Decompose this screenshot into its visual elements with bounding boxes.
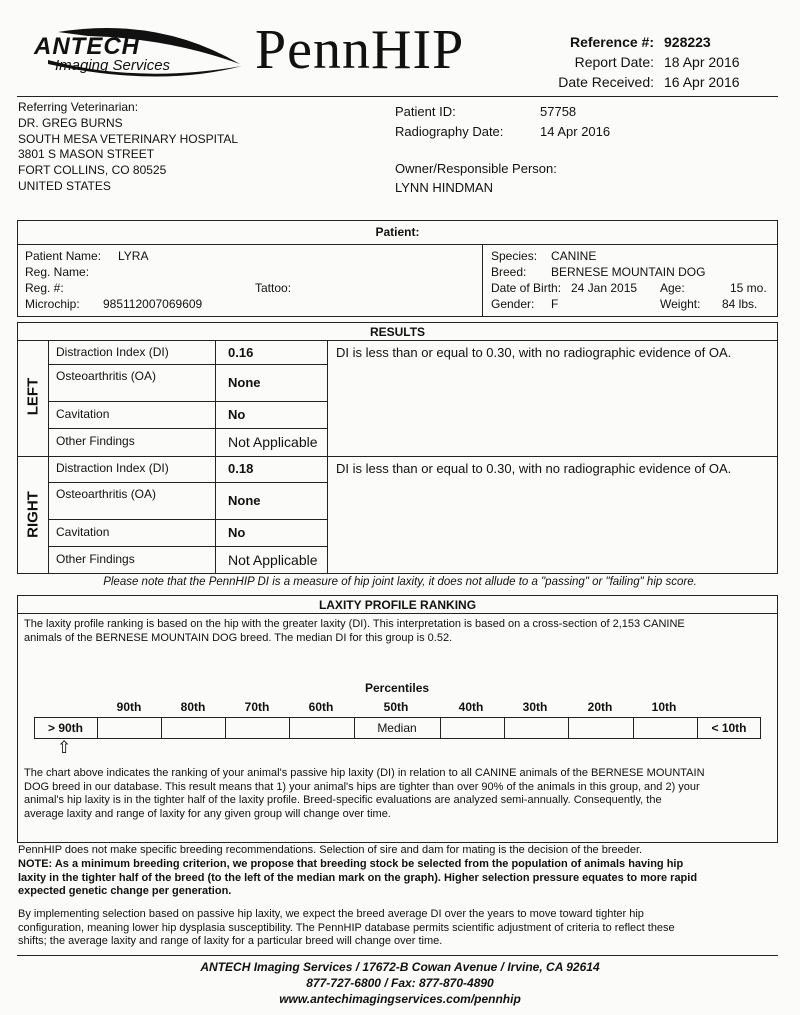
- patient-id-value: 57758: [540, 104, 577, 119]
- patient-name-label: Patient Name:: [25, 249, 102, 263]
- divider: [48, 401, 327, 402]
- percentile-cell-above-90: > 90th: [47, 721, 83, 735]
- divider: [48, 364, 327, 365]
- footer-phone: 877-727-6800 / Fax: 877-870-4890: [306, 976, 494, 990]
- divider: [48, 546, 327, 547]
- report-date-value: 18 Apr 2016: [664, 54, 740, 70]
- note-line: expected genetic change per generation.: [18, 885, 232, 897]
- vet-line: 3801 S MASON STREET: [18, 147, 155, 162]
- date-received-value: 16 Apr 2016: [664, 74, 740, 90]
- report-date-label: Report Date:: [574, 54, 654, 70]
- explain-line: DOG breed in our database. This result means that 1) your animal's hips are tighter than over 90% of the animals in this group, and 2) your: [24, 780, 700, 793]
- footer-divider: [17, 955, 778, 956]
- left-interpretation: DI is less than or equal to 0.30, with no radiographic evidence of OA.: [336, 345, 732, 360]
- species-value: CANINE: [551, 249, 597, 263]
- percentile-header: 80th: [180, 700, 206, 714]
- para-line: shifts; the average laxity and range of laxity for a particular breed will change over time.: [18, 935, 443, 947]
- divider: [440, 717, 441, 739]
- referring-vet-block: [18, 100, 238, 195]
- age-label: Age:: [660, 281, 685, 295]
- results-note: Please note that the PennHIP DI is a measure of hip joint laxity, it does not allude to a "passing" or "failing" hip score.: [103, 576, 697, 588]
- explain-line: average laxity and range of laxity for any given group will change over time.: [24, 807, 391, 820]
- left-oa-label: Osteoarthritis (OA): [56, 369, 157, 383]
- divider: [482, 244, 483, 317]
- percentile-header: 50th: [383, 700, 409, 714]
- right-cavitation-value: No: [228, 525, 246, 540]
- para-line: configuration, meaning lower hip dysplasia susceptibility. The PennHIP database permits scientific adjustment of criteria to reflect these: [18, 921, 675, 934]
- divider: [17, 456, 778, 457]
- left-cavitation-value: No: [228, 407, 246, 422]
- divider: [17, 340, 778, 341]
- divider: [568, 717, 569, 739]
- percentile-cell-median: Median: [377, 721, 417, 735]
- weight-label: Weight:: [660, 297, 701, 311]
- divider: [327, 340, 328, 574]
- divider: [48, 340, 49, 574]
- patient-name-value: LYRA: [118, 249, 149, 263]
- laxity-intro: [24, 618, 685, 645]
- divider: [17, 244, 778, 245]
- left-di-label: Distraction Index (DI): [56, 345, 169, 359]
- dob-value: 24 Jan 2015: [571, 281, 638, 295]
- vet-line: FORT COLLINS, CO 80525: [18, 163, 167, 178]
- vet-line: SOUTH MESA VETERINARY HOSPITAL: [18, 131, 239, 146]
- divider: [17, 613, 778, 614]
- reg-number-label: Reg. #:: [25, 281, 64, 295]
- pennhip-wordmark: PennHIP: [255, 19, 465, 81]
- patient-section-title: Patient:: [375, 225, 420, 239]
- breeding-disclaimer: PennHIP does not make specific breeding recommendations. Selection of sire and dam for mating is the decision of the breeder.: [18, 844, 643, 856]
- breed-label: Breed:: [491, 265, 527, 279]
- percentile-header: 40th: [458, 700, 484, 714]
- microchip-value: 985112007069609: [103, 297, 203, 311]
- ranking-marker-arrow-icon: ⇧: [57, 738, 72, 757]
- right-interpretation: DI is less than or equal to 0.30, with no radiographic evidence of OA.: [336, 461, 732, 476]
- intro-line: animals of the BERNESE MOUNTAIN DOG breed. The median DI for this group is 0.52.: [24, 631, 453, 644]
- left-other-label: Other Findings: [56, 434, 135, 448]
- dob-label: Date of Birth:: [491, 281, 562, 295]
- right-di-label: Distraction Index (DI): [56, 461, 169, 475]
- note-line: NOTE: As a minimum breeding criterion, we propose that breeding stock be selected from the population of animals having hip: [18, 858, 684, 870]
- gender-label: Gender:: [491, 297, 535, 311]
- divider: [504, 717, 505, 739]
- right-other-label: Other Findings: [56, 552, 135, 566]
- divider: [161, 717, 162, 739]
- radiography-date-value: 14 Apr 2016: [540, 124, 611, 139]
- left-oa-value: None: [228, 375, 261, 390]
- reg-name-label: Reg. Name:: [25, 265, 90, 279]
- header-divider: [17, 96, 778, 97]
- right-other-value: Not Applicable: [228, 552, 318, 568]
- right-di-value: 0.18: [228, 461, 254, 476]
- divider: [48, 428, 327, 429]
- percentile-header: 10th: [651, 700, 677, 714]
- species-label: Species:: [491, 249, 538, 263]
- left-di-value: 0.16: [228, 345, 254, 360]
- reference-value: 928223: [664, 34, 711, 50]
- left-other-value: Not Applicable: [228, 434, 318, 450]
- explain-line: The chart above indicates the ranking of your animal's passive hip laxity (DI) in relation to all CANINE animals of the BERNESE MOUNTAIN: [24, 767, 705, 779]
- intro-line: The laxity profile ranking is based on the hip with the greater laxity (DI). This interpretation is based on a cross-section of 2,153 CANINE: [24, 618, 685, 630]
- divider: [48, 482, 327, 483]
- divider: [289, 717, 290, 739]
- note-line: laxity in the tighter half of the breed (to the left of the median mark on the graph). Higher selection pressure equates to more rapid: [18, 871, 698, 884]
- right-oa-value: None: [228, 493, 261, 508]
- imaging-services-wordmark: Imaging Services: [55, 57, 171, 74]
- owner-label: Owner/Responsible Person:: [395, 161, 557, 176]
- age-value: 15 mo.: [730, 281, 767, 295]
- divider: [633, 717, 634, 739]
- laxity-section-title: LAXITY PROFILE RANKING: [318, 598, 477, 612]
- left-side-label: LEFT: [24, 377, 42, 416]
- weight-value: 84 lbs.: [722, 297, 758, 311]
- percentile-header: 90th: [116, 700, 142, 714]
- footer-website[interactable]: www.antechimagingservices.com/pennhip: [279, 992, 521, 1006]
- right-cavitation-label: Cavitation: [56, 525, 110, 539]
- microchip-label: Microchip:: [25, 297, 80, 311]
- date-received-label: Date Received:: [558, 74, 654, 90]
- referring-vet-label: Referring Veterinarian:: [18, 100, 139, 114]
- divider: [48, 519, 327, 520]
- reference-label: Reference #:: [569, 34, 654, 50]
- vet-line: UNITED STATES: [18, 178, 111, 193]
- vet-line: DR. GREG BURNS: [18, 115, 123, 130]
- divider: [225, 717, 226, 739]
- percentile-header: 20th: [587, 700, 613, 714]
- right-oa-label: Osteoarthritis (OA): [56, 487, 157, 501]
- percentile-header: 70th: [244, 700, 270, 714]
- explain-line: animal's hip laxity is in the tighter half of the laxity profile. Breed-specific evaluations are analyzed semi-annually. Consequently, the: [24, 794, 662, 806]
- antech-wordmark: ANTECH: [34, 33, 140, 60]
- results-section-title: RESULTS: [369, 325, 426, 339]
- breed-value: BERNESE MOUNTAIN DOG: [551, 265, 706, 279]
- left-cavitation-label: Cavitation: [56, 407, 110, 421]
- breeding-note: [18, 858, 697, 899]
- selection-paragraph: [18, 908, 675, 949]
- gender-value: F: [551, 297, 559, 311]
- owner-value: LYNN HINDMAN: [395, 180, 493, 195]
- percentile-cell-below-10: < 10th: [711, 721, 747, 735]
- laxity-explanation: [24, 767, 705, 821]
- percentile-header: 30th: [522, 700, 548, 714]
- para-line: By implementing selection based on passive hip laxity, we expect the breed average DI over the years to move toward tighter hip: [18, 908, 644, 920]
- percentiles-label: Percentiles: [365, 681, 430, 695]
- divider: [97, 717, 98, 739]
- percentile-header: 60th: [308, 700, 334, 714]
- tattoo-label: Tattoo:: [255, 281, 292, 295]
- right-side-label: RIGHT: [24, 491, 42, 538]
- radiography-date-label: Radiography Date:: [395, 124, 504, 139]
- patient-id-label: Patient ID:: [395, 104, 456, 119]
- divider: [215, 340, 216, 574]
- footer-address: ANTECH Imaging Services / 17672-B Cowan Avenue / Irvine, CA 92614: [200, 960, 600, 974]
